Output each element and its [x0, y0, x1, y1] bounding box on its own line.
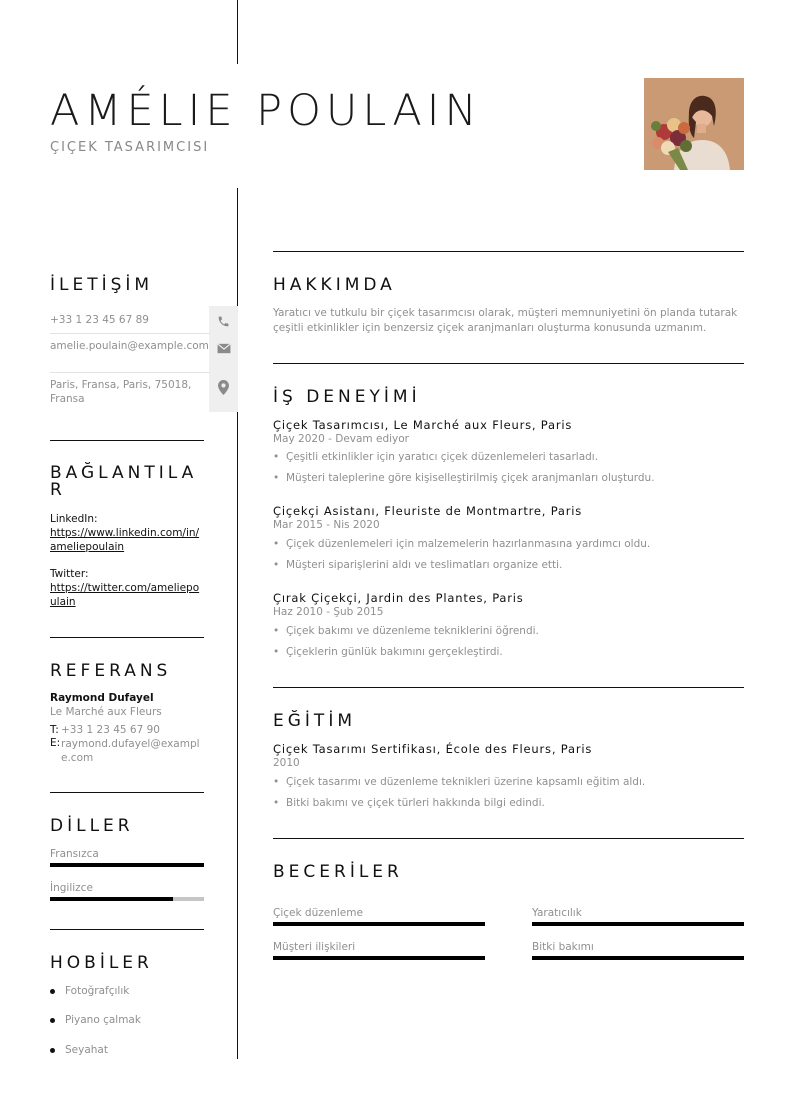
skill-level-bar [532, 956, 744, 960]
skill-level-bar [273, 956, 485, 960]
bullet-dot [50, 989, 55, 994]
contact-email[interactable]: amelie.poulain@example.com [50, 340, 209, 352]
section-divider [273, 687, 744, 688]
section-divider [273, 838, 744, 839]
bullet-dot [50, 1048, 55, 1053]
candidate-name: AMÉLIE POULAIN [50, 86, 482, 136]
languages-heading: DİLLER [50, 816, 134, 836]
reference-phone-label: T: [50, 724, 59, 736]
contact-heading: İLETİŞİM [50, 275, 154, 295]
experience-heading: İŞ DENEYİMİ [273, 387, 421, 407]
language-level-bar [50, 897, 204, 901]
reference-company: Le Marché aux Fleurs [50, 706, 162, 718]
skill-level-bar [273, 922, 485, 926]
phone-icon [209, 308, 238, 334]
skill-level-fill [532, 956, 744, 960]
twitter-link[interactable]: https://twitter.com/ameliepoulain [50, 582, 200, 608]
hobbies-heading: HOBİLER [50, 953, 153, 973]
reference-email[interactable]: raymond.dufayel@example.com [61, 738, 200, 764]
skill-name: Çiçek düzenleme [273, 907, 363, 919]
contact-address: Paris, Fransa, Paris, 75018, Fransa [50, 379, 192, 405]
linkedin-label: LinkedIn: [50, 513, 98, 525]
location-pin-icon [209, 374, 238, 400]
job-date: Mar 2015 - Nis 2020 [273, 519, 380, 531]
about-heading: HAKKIMDA [273, 275, 396, 295]
reference-phone[interactable]: +33 1 23 45 67 90 [61, 724, 160, 736]
skill-level-bar [532, 922, 744, 926]
skill-name: Bitki bakımı [532, 941, 594, 953]
language-level-fill [50, 897, 173, 901]
education-date: 2010 [273, 757, 300, 769]
education-title: Çiçek Tasarımı Sertifikası, École des Fleurs, Paris [273, 742, 593, 756]
section-divider [273, 363, 744, 364]
section-divider [50, 929, 204, 930]
skill-level-fill [273, 922, 485, 926]
contact-separator [50, 372, 210, 373]
reference-name: Raymond Dufayel [50, 692, 154, 704]
skill-name: Yaratıcılık [532, 907, 582, 919]
section-divider [50, 792, 204, 793]
candidate-title: ÇIÇEK TASARIMCISI [50, 140, 210, 155]
language-name: İngilizce [50, 882, 93, 894]
top-vertical-divider [237, 0, 238, 64]
job-date: Haz 2010 - Şub 2015 [273, 606, 384, 618]
links-heading: BAĞLANTILAR [50, 463, 198, 500]
section-divider [50, 440, 204, 441]
job-title: Çırak Çiçekçi, Jardin des Plantes, Paris [273, 591, 524, 605]
contact-separator [50, 333, 210, 334]
contact-phone[interactable]: +33 1 23 45 67 89 [50, 314, 149, 326]
envelope-icon [209, 335, 238, 361]
skills-heading: BECERİLER [273, 862, 403, 882]
profile-photo [644, 78, 744, 170]
reference-email-label: E: [50, 737, 61, 749]
skill-level-fill [532, 922, 744, 926]
section-divider [273, 251, 744, 252]
job-title: Çiçekçi Asistanı, Fleuriste de Montmartre, Paris [273, 504, 583, 518]
education-heading: EĞİTİM [273, 711, 356, 731]
job-date: May 2020 - Devam ediyor [273, 433, 409, 445]
references-heading: REFERANS [50, 661, 172, 681]
linkedin-link[interactable]: https://www.linkedin.com/in/ameliepoulain [50, 527, 200, 553]
skill-name: Müşteri ilişkileri [273, 941, 356, 953]
job-title: Çiçek Tasarımcısı, Le Marché aux Fleurs, Paris [273, 418, 573, 432]
language-name: Fransızca [50, 848, 99, 860]
language-level-bar [50, 863, 204, 867]
section-divider [50, 637, 204, 638]
bullet-dot [50, 1018, 55, 1023]
about-text: Yaratıcı ve tutkulu bir çiçek tasarımcısı olarak, müşteri memnuniyetini ön planda tutarak çeşitli etkinlikler için benzersiz çiçek aranjmanları oluşturma konusunda uzmanım. [273, 307, 738, 334]
language-level-fill [50, 863, 204, 867]
skill-level-fill [273, 956, 485, 960]
twitter-label: Twitter: [50, 568, 89, 580]
